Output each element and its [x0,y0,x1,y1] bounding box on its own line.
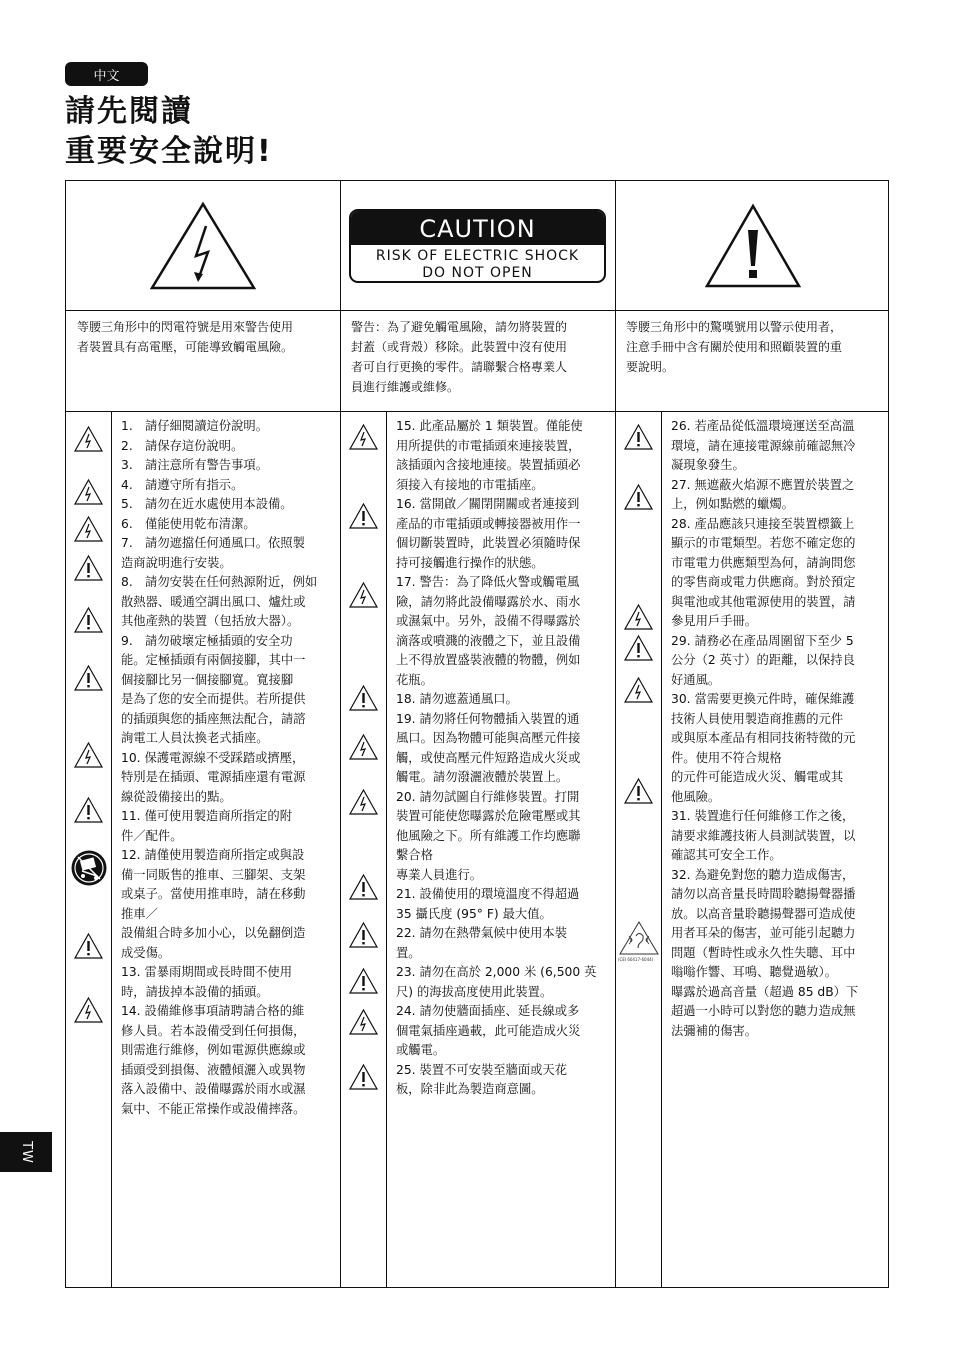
text-line: 能。定極插頭有兩個接腳，其中一 [121,653,306,667]
text-line: 員進行維護或維修。 [351,380,460,394]
text-line: 要說明。 [626,360,675,374]
exclamation-triangle-icon [348,967,379,995]
text-line: 詢電工人員汰換老式插座。 [121,731,269,745]
text-line: 凝現象發生。 [671,458,745,472]
exclamation-triangle-icon [623,777,654,805]
exclamation-triangle-icon [348,684,379,712]
text-line: 19. 請勿將任何物體插入裝置的通 [396,711,580,726]
text-line: 警告：為了避免觸電風險，請勿將裝置的 [351,320,568,334]
text-line: 者可自行更換的零件。請聯繫合格專業人 [351,360,568,374]
text-line: 上，例如點燃的蠟燭。 [671,497,794,511]
lightning-triangle-icon [623,676,654,704]
exclamation-triangle-icon [73,932,104,960]
text-line: 31. 裝置進行任何維修工作之後， [671,809,855,823]
text-line: 險，請勿將此設備曝露於水、雨水 [396,594,581,609]
text-line: 個接腳比另一個接腳寬。寬接腳 [121,672,294,687]
text-line: 顯示的市電類型。若您不確定您的 [671,536,856,550]
text-line: 15. 此產品屬於 1 類裝置。僅能使 [396,419,583,433]
text-line: 則需進行維修，例如電源供應線或 [121,1043,306,1057]
text-line: 1. 請仔細閱讀這份說明。 [121,419,268,433]
text-line: 線從設備接出的點。 [121,789,232,804]
text-line: 者裝置具有高電壓，可能導致觸電風險。 [77,340,294,354]
text-line: 特別是在插頭、電源插座還有電源 [121,770,306,784]
text-line: 該插頭內含接地連接。裝置插頭必 [396,458,581,472]
text-line: 問題（暫時性或永久性失聰、耳中 [671,945,856,960]
text-line: 18. 請勿遮蓋通風口。 [396,692,518,706]
text-line: 請要求維護技術人員測試裝置，以 [671,828,856,843]
text-line: 或濕氣中。另外，設備不得曝露於 [396,614,581,628]
text-line: 落入設備中、設備曝露於雨水或濕 [121,1082,306,1096]
lightning-triangle-icon [73,741,104,769]
lightning-description [77,317,293,357]
text-line: 4. 請遵守所有指示。 [121,477,244,492]
text-line: 專業人員進行。 [396,867,483,882]
exclamation-symbol-cell [615,181,890,310]
text-line: 觸，或使高壓元件短路造成火災或 [396,750,581,765]
exclamation-triangle-icon [348,921,379,949]
text-line: 公分（2 英寸）的距離，以保持良 [671,653,855,667]
text-line: 用者耳朵的傷害，並可能引起聽力 [671,926,856,940]
text-line: 氣中、不能正常操作或設備摔落。 [121,1101,306,1116]
text-line: 插頭受到損傷、液體傾灑入或異物 [121,1062,306,1077]
lightning-triangle-icon [73,996,104,1024]
text-line: 觸電。請勿潑灑液體於裝置上。 [396,770,569,784]
text-line: 17. 警告：為了降低火警或觸電風 [396,575,580,589]
text-line: 或觸電。 [396,1043,446,1057]
text-line: 置。 [396,945,421,960]
text-line: 等腰三角形中的閃電符號是用來警告使用 [77,320,294,334]
text-line: 24. 請勿使牆面插座、延長線或多 [396,1004,580,1018]
text-line: 參見用戶手冊。 [671,614,758,628]
page-title: 請先閱讀 重要安全說明! [65,94,273,169]
exclamation-triangle-icon [623,483,654,511]
text-line: 28. 產品應該只連接至裝置標籤上 [671,516,855,531]
text-line: 備一同販售的推車、三腳架、支架 [121,867,306,882]
text-line: 推車／ [121,906,158,921]
lightning-triangle-icon [148,200,258,292]
text-line: 放。以高音量聆聽揚聲器可造成使 [671,906,856,921]
text-line: 注意手冊中含有關於使用和照顧裝置的重 [626,340,843,354]
lightning-triangle-icon [348,581,379,609]
text-line: 用所提供的市電插頭來連接裝置， [396,438,581,453]
text-line: 修人員。若本設備受到任何損傷， [121,1023,306,1038]
text-line: 25. 裝置不可安裝至牆面或天花 [396,1062,568,1077]
text-line: 32. 為避免對您的聽力造成傷害， [671,867,855,882]
text-line: 6. 僅能使用乾布清潔。 [121,516,256,531]
text-line: 7. 請勿遮擋任何通風口。依照製 [121,536,305,550]
exclamation-triangle-icon [348,1063,379,1091]
text-line: 滴落或噴濺的液體之下，並且設備 [396,633,581,648]
text-line: 須接入有接地的市電插座。 [396,477,544,492]
text-line: 22. 請勿在熱帶氣候中使用本裝 [396,926,568,940]
text-line: 其他產熱的裝置（包括放大器）。 [121,614,300,628]
caution-description [351,317,567,397]
text-line: 好通風。 [671,672,721,687]
text-line: 23. 請勿在高於 2,000 米 (6,500 英 [396,965,597,979]
exclamation-triangle-icon [73,664,104,692]
col2-text [396,417,596,1100]
text-line: 的元件可能造成火災、觸電或其 [671,770,844,784]
text-line: 造商說明進行安裝。 [121,555,232,570]
text-line: 產品的市電插頭或轉接器被用作一 [396,516,581,531]
text-line: 個電氣插座過載，此可能造成火災 [396,1023,581,1038]
exclamation-triangle-icon [348,502,379,530]
col1-text [121,417,317,1119]
text-line: 10. 保護電源線不受踩踏或擠壓， [121,750,305,765]
text-line: 13. 雷暴雨期間或長時間不使用 [121,965,293,979]
text-line: 持可接觸進行操作的狀態。 [396,555,544,570]
text-line: 2. 請保存這份說明。 [121,438,244,453]
safety-table [65,180,889,1288]
text-line: 嗡嗡作響、耳鳴、聽覺過敏）。 [671,965,838,979]
text-line: 個切斷裝置時，此裝置必須隨時保 [396,536,581,550]
text-line: 技術人員使用製造商推薦的元件 [671,711,844,726]
text-line: 環境，請在連接電源線前確認無冷 [671,438,856,453]
lightning-triangle-icon [348,733,379,761]
text-line: 9. 請勿破壞定極插頭的安全功 [121,633,293,648]
text-line: 16. 當開啟／關閉開關或者連接到 [396,497,580,511]
text-line: 的插頭與您的插座無法配合，請諮 [121,711,306,726]
text-line: 上不得放置盛裝液體的物體，例如 [396,653,581,667]
text-line: 30. 當需要更換元件時，確保維護 [671,692,855,706]
text-line: 法彌補的傷害。 [671,1023,758,1038]
text-line: 與電池或其他電源使用的裝置，請 [671,594,856,609]
lightning-triangle-icon [73,425,104,453]
text-line: 他風險之下。所有維護工作均應聯 [396,828,581,843]
text-line: 他風險。 [671,789,721,804]
text-line: 繫合格 [396,848,433,862]
exclamation-description [626,317,842,377]
exclamation-triangle-icon [348,873,379,901]
text-line: 確認其可安全工作。 [671,848,782,862]
text-line: 封蓋（或背殼）移除。此裝置中沒有使用 [351,340,568,354]
text-line: 等腰三角形中的驚嘆號用以警示使用者， [626,320,843,334]
text-line: 件。使用不符合規格 [671,750,782,765]
lightning-triangle-icon [348,1008,379,1036]
lightning-triangle-icon [73,515,104,543]
text-line: 時，請拔掉本設備的插頭。 [121,984,269,999]
text-line: 3. 請注意所有警告事項。 [121,458,268,472]
text-line: 或桌子。當使用推車時，請在移動 [121,887,306,901]
text-line: 是為了您的安全而提供。若所提供 [121,692,306,706]
col3-text [671,417,858,1041]
text-line: 或與原本產品有相同技術特徵的元 [671,731,856,745]
exclamation-triangle-icon [73,554,104,582]
lightning-symbol-cell [66,181,340,310]
exclamation-triangle-icon [623,423,654,451]
side-language-tab: TW [0,1132,52,1172]
text-line: 件／配件。 [121,828,183,843]
lightning-triangle-icon [348,423,379,451]
text-line: 成受傷。 [121,945,171,960]
exclamation-triangle-icon [703,202,803,290]
text-line: 花瓶。 [396,672,433,687]
text-line: 超過一小時可以對您的聽力造成無 [671,1004,856,1018]
text-line: 27. 無遮蔽火焰源不應置於裝置之 [671,477,855,492]
text-line: 20. 請勿試圖自行維修裝置。打開 [396,789,580,804]
text-line: 風口。因為物體可能與高壓元件接 [396,731,581,745]
cart-tip-over-icon [70,849,108,887]
text-line: 12. 請僅使用製造商所指定或與設 [121,848,305,862]
text-line: 裝置可能使您曝露於危險電壓或其 [396,809,581,823]
exclamation-triangle-icon [73,606,104,634]
exclamation-triangle-icon [73,796,104,824]
text-line: 曝露於過高音量（超過 85 dB）下 [671,984,859,999]
hearing-damage-icon [619,921,659,955]
text-line: 5. 請勿在近水處使用本設備。 [121,497,293,511]
caution-label: CAUTION RISK OF ELECTRIC SHOCK DO NOT OPEN [349,209,606,283]
text-line: 26. 若產品從低溫環境運送至高溫 [671,419,855,433]
text-line: 11. 僅可使用製造商所指定的附 [121,809,293,823]
lightning-triangle-icon [348,788,379,816]
exclamation-triangle-icon [623,634,654,662]
text-line: 散熱器、暖通空調出風口、爐灶或 [121,594,306,609]
text-line: 的零售商或電力供應商。對於預定 [671,575,856,589]
text-line: 8. 請勿安裝在任何熱源附近，例如 [121,575,318,589]
text-line: 市電電力供應類型為何，請詢問您 [671,555,856,570]
text-line: 尺) 的海拔高度使用此裝置。 [396,984,553,999]
lightning-triangle-icon [73,478,104,506]
text-line: 35 攝氏度 (95° F) 最大值。 [396,906,552,921]
text-line: 板，除非此為製造商意圖。 [396,1082,544,1096]
text-line: 請勿以高音量長時間聆聽揚聲器播 [671,887,856,901]
lightning-triangle-icon [623,603,654,631]
text-line: 29. 請務必在產品周圍留下至少 5 [671,633,854,648]
text-line: 14. 設備維修事項請聘請合格的維 [121,1004,305,1018]
text-line: 設備組合時多加小心，以免翻倒造 [121,926,306,940]
language-tag: 中文 [65,62,148,86]
text-line: 21. 設備使用的環境溫度不得超過 [396,887,580,901]
caution-label-cell [340,181,615,310]
hearing-icon-label: (CEI 60417-6044) [618,957,654,962]
